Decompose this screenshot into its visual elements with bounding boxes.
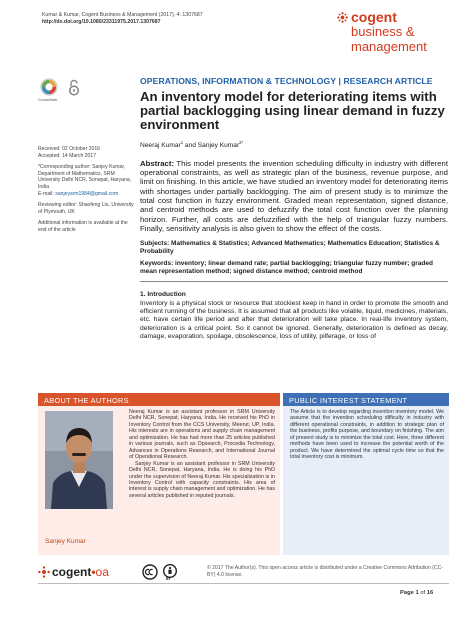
article-title: An inventory model for deteriorating items with partial backlogging using linear demand in fuzzy environment	[140, 89, 445, 133]
about-paragraph-1: Neeraj Kumar is an assistant professor in SRM University Delhi NCR, Sonepat, Haryana, India. He received his PhD in Inventory Control from the CCS University, Meerut, UP, India. His interests are in operations and supply chain management and optimization. He has had more than 25 articles published in various journals, such as Opsearch, Procedia Technology, Advances in Operations Research, and International Journal of Operational Research.	[129, 409, 275, 461]
about-paragraph-2: Sanjey Kumar is an assistant professor in SRM University Delhi NCR, Sonepat, Haryana, India. He is doing his PhD under the supervision of Neeraj Kumar. His specialization is in Inventory Control with capacity constraints. His area of interest is supply chain management and optimization. He has several articles published in reputed journals.	[129, 460, 275, 499]
received-date: Received: 02 October 2016	[38, 146, 101, 152]
by-label: BY	[166, 577, 171, 581]
abstract-label: Abstract:	[140, 158, 175, 168]
article-section-label: OPERATIONS, INFORMATION & TECHNOLOGY | RESEARCH ARTICLE	[140, 76, 433, 86]
journal-brand[interactable]	[337, 10, 467, 62]
footer-logo-oa: oa	[95, 565, 109, 579]
author-2[interactable]: Sanjey Kumar	[197, 141, 240, 149]
reviewing-editor: Reviewing editor: Shaofeng Liu, University of Plymouth, UK	[38, 202, 134, 215]
keywords: Keywords: inventory; linear demand rate; partial backlogging; triangular fuzzy number; graded mean representation method; signed distance method; centroid method	[140, 260, 433, 276]
running-header	[42, 12, 203, 26]
corresponding-author: *Corresponding author: Sanjey Kumar, Department of Mathematics, SRM University Delhi NCR, Sonepat, Haryana, India E-mail: sanjeysrm1984@gmail.com	[38, 164, 132, 197]
additional-info: Additional information is available at the end of the article	[38, 220, 128, 233]
open-access-lock-icon	[68, 79, 80, 96]
page-total: 16	[426, 590, 434, 596]
author-1[interactable]: Neeraj Kumar	[140, 141, 181, 149]
section-divider	[140, 281, 448, 282]
article-badges	[40, 78, 90, 114]
photo-caption: Sanjey Kumar	[45, 538, 86, 545]
subjects: Subjects: Mathematics & Statistics; Advanced Mathematics; Mathematics Education; Statistics & Probability	[140, 240, 440, 256]
brand-line-2: business &	[351, 24, 415, 39]
public-interest-text: The Article is to develop regarding invention inventory model. We assume that the invention scheduling difficulty in industry with different operational constraints, in addition to strategic plan of the business, profits purpose, and boundary on finishing. The aim of present study is to minimize the total cost. Here, three different methods have been used to increase the potential worth of the product. We have determined the optimal cycle time so that the total inventory cost is minimum.	[290, 409, 444, 461]
cogent-logo-icon	[337, 12, 348, 23]
abstract	[140, 159, 448, 233]
public-interest-box	[283, 393, 449, 555]
footer-divider	[38, 583, 449, 584]
introduction-text: Inventory is a physical stock or resource that stockiest keep in hand in order to promote the smooth and efficient running of the business. It is assumed that all products like volatile, liquid, medicines, materials, etc. have certain life period and after that deterioration will take place. In real-life inventory system, deterioration is a critical point. So it cannot be ignored. Generally, deterioration is defined as decay, damage, evaporation, spoilage, obsolescence, loss of utility, pilferage, or loss of	[140, 299, 448, 341]
about-authors-text	[129, 409, 275, 499]
cogent-logo-icon	[38, 566, 50, 578]
brand-line-1: cogent	[351, 9, 397, 25]
accepted-date: Accepted: 14 March 2017	[38, 152, 97, 159]
footer-logo-text: cogent	[52, 565, 92, 579]
article-main	[140, 76, 448, 342]
author-photo	[45, 411, 113, 509]
email-link[interactable]: sanjeysrm1984@gmail.com	[55, 190, 119, 197]
abstract-text: This model presents the invention scheduling difficulty in industry with different operational constraints, as well as strategic plan of the business, revenue purpose, and limit on finishing. In this article, we have studied an inventory model for deteriorating items with shortages under partially backlogging. The aim of present study is to minimize the total cost function in fuzzy environment. Graded mean representation, signed distance, and centroid methods are used to defuzzify the total cost function over the planning horizon. Further, all costs are defuzzified with the help of triangular fuzzy numbers. Finally, sensitivity analysis is also given to show the effect of the costs.	[140, 158, 448, 233]
page-indicator: Page 1 of 16	[400, 590, 434, 596]
creative-commons-icon	[142, 564, 182, 580]
footer-logo[interactable]	[38, 565, 109, 579]
about-authors-heading: ABOUT THE AUTHORS	[38, 393, 280, 406]
dates	[38, 146, 134, 159]
article-sidebar	[38, 146, 134, 239]
about-authors-box	[38, 393, 280, 555]
crossmark-label: CrossMark	[38, 97, 58, 102]
page-current: 1	[415, 590, 419, 596]
doi-link[interactable]: http://dx.doi.org/10.1080/23311975.2017.1307687	[42, 19, 161, 25]
crossmark-icon[interactable]	[40, 78, 58, 96]
author-portrait-image	[45, 411, 113, 509]
brand-line-3: management	[351, 39, 427, 54]
public-interest-heading: PUBLIC INTEREST STATEMENT	[283, 393, 449, 406]
license-statement: © 2017 The Author(s). This open access article is distributed under a Creative Commons Attribution (CC-BY) 4.0 license.	[207, 565, 444, 578]
author-list: Neeraj Kumar$^1$ and Sanjey Kumar$^{2*}$	[140, 139, 244, 149]
introduction-heading: 1. Introduction	[140, 290, 186, 298]
footer-logo-dot: •	[91, 565, 96, 579]
license-icons[interactable]	[142, 564, 182, 580]
citation-line: Kumar & Kumar, Cogent Business & Management (2017), 4: 1307687	[42, 12, 203, 18]
